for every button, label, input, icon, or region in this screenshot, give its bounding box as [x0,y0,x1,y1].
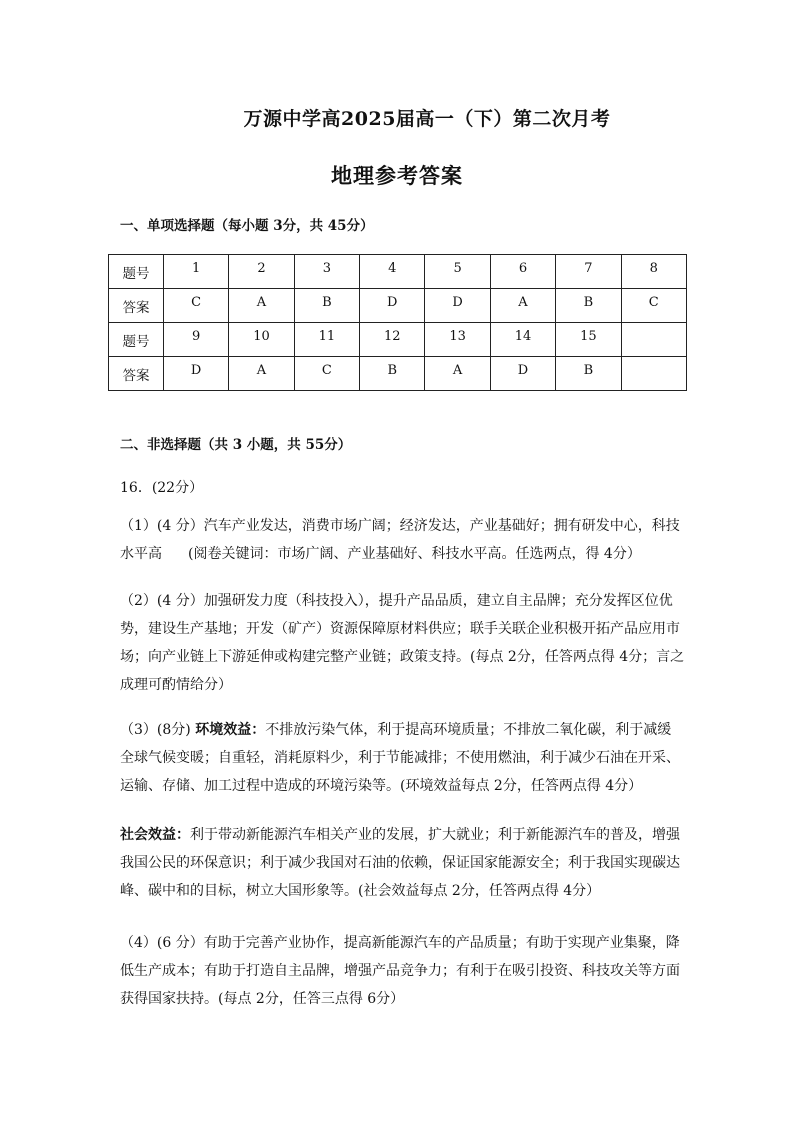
answer-cell: D [163,357,228,391]
answer-key-title: 地理参考答案 [331,163,463,188]
answer-cell: A [490,289,555,323]
question-number: 10 [229,323,294,357]
section-two-heading: 二、非选择题（共 3 小题，共 55分） [120,437,352,453]
question-number: 7 [556,255,621,289]
answer-part-1-line-1: （1）(4 分）汽车产业发达，消费市场广阔；经济发达，产业基础好；拥有研发中心，科技 [120,518,680,534]
exam-title: 万源中学高2025届高一（下）第二次月考 [243,108,611,130]
table-row-question-numbers-1 [109,255,687,289]
answer-cell: D [490,357,555,391]
question-number: 13 [425,323,490,357]
row-label: 答案 [109,357,164,391]
environment-benefit-text: 不排放污染气体，利于提高环境质量；不排放二氧化碳，利于减缓全球气候变暖；自重轻，消耗原料少，利于节能减排；不使用燃油，利于减少石油在开采、运输、存储、加工过程中造成的环境污染等。(环境效益每点 2分，任答两点得 4分） [120,722,680,794]
question-number: 8 [621,255,686,289]
question-16-heading: 16．(22分） [120,480,204,496]
answer-cell: C [621,289,686,323]
answer-cell: A [229,357,294,391]
question-number: 2 [229,255,294,289]
answer-cell: D [425,289,490,323]
answer-cell: C [294,357,359,391]
social-benefit-text: 利于带动新能源汽车相关产业的发展，扩大就业；利于新能源汽车的普及，增强我国公民的环保意识；利于减少我国对石油的依赖，保证国家能源安全；利于我国实现碳达峰、碳中和的目标，树立大国形象等。(社会效益每点 2分，任答两点得 4分） [120,827,680,899]
row-label: 题号 [109,255,164,289]
question-number: 12 [360,323,425,357]
answer-cell: B [294,289,359,323]
answer-cell: B [556,289,621,323]
question-number: 14 [490,323,555,357]
environment-benefit-keyword: 环境效益： [195,722,266,738]
answer-cell: B [360,357,425,391]
answer-cell: B [556,357,621,391]
question-number: 1 [163,255,228,289]
answer-cell: D [360,289,425,323]
table-row-answers-2 [109,357,687,391]
question-number: 9 [163,323,228,357]
answer-cell: A [425,357,490,391]
answer-part-3-environment [120,716,685,800]
answer-part-2: （2）(4 分）加强研发力度（科技投入），提升产品品质，建立自主品牌；充分发挥区位优势，建设生产基地；开发（矿产）资源保障原材料供应；联手关联企业积极开拓产品应用市场；向产业链上下游延伸或构建完整产业链；政策支持。(每点 2分，任答两点得 4分；言之成理可酌情给分） [120,593,685,693]
question-number [621,323,686,357]
question-number: 6 [490,255,555,289]
answer-part-1-main: 水平高 [120,546,162,562]
grading-note: (阅卷关键词：市场广阔、产业基础好、科技水平高。任选两点，得 4分） [188,546,641,562]
question-number: 5 [425,255,490,289]
table-row-answers-1 [109,289,687,323]
question-number: 3 [294,255,359,289]
answer-cell [621,357,686,391]
answer-cell: A [229,289,294,323]
answer-part-3-social [120,821,685,905]
question-number: 11 [294,323,359,357]
question-number: 4 [360,255,425,289]
table-row-question-numbers-2 [109,323,687,357]
section-one-heading: 一、单项选择题（每小题 3分，共 45分） [120,218,374,234]
question-number: 15 [556,323,621,357]
social-benefit-keyword: 社会效益： [120,827,190,843]
row-label: 答案 [109,289,164,323]
answer-cell: C [163,289,228,323]
answer-part-1-line-2 [120,540,685,568]
answer-part-1 [120,512,685,568]
answer-table [108,254,687,391]
part-3-label: （3）(8分) [120,722,191,738]
answer-part-4: （4）(6 分）有助于完善产业协作，提高新能源汽车的产品质量；有助于实现产业集聚，降低生产成本；有助于打造自主品牌，增强产品竞争力；有利于在吸引投资、科技攻关等方面获得国家扶持。(每点 2分，任答三点得 6分） [120,935,680,1007]
row-label: 题号 [109,323,164,357]
